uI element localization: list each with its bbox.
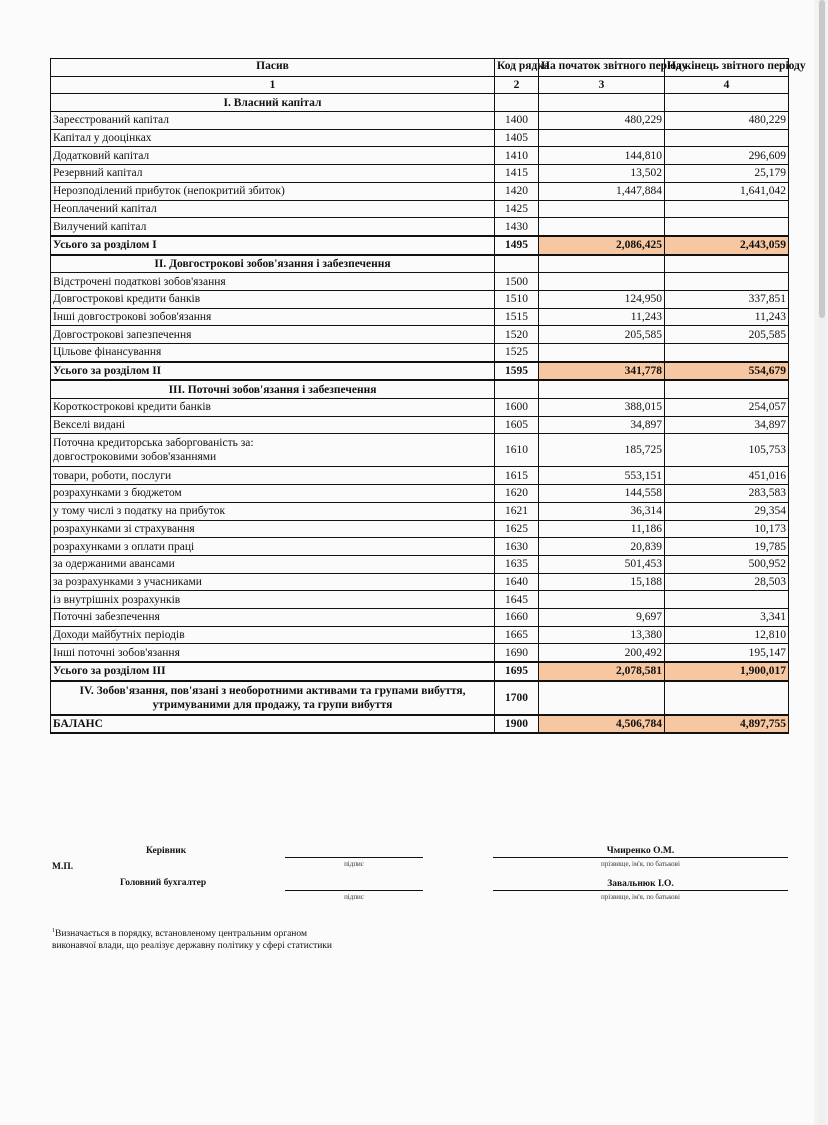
start-value-cell: 1,447,884 bbox=[539, 182, 665, 200]
row-label: Капітал у дооцінках bbox=[51, 129, 495, 147]
start-value-cell bbox=[539, 200, 665, 218]
table-row bbox=[51, 165, 789, 183]
accountant-sign-caption: підпис bbox=[344, 893, 364, 901]
start-value-cell bbox=[539, 380, 665, 398]
table-row bbox=[51, 502, 789, 520]
start-value-cell: 36,314 bbox=[539, 502, 665, 520]
start-value-cell: 15,188 bbox=[539, 573, 665, 591]
accountant-name-line bbox=[493, 890, 788, 891]
accountant-name-caption: прізвище, ім'я, по батькові bbox=[601, 893, 680, 901]
row-label bbox=[51, 434, 495, 467]
header-row bbox=[51, 59, 789, 77]
start-value-cell: 553,151 bbox=[539, 467, 665, 485]
end-value-cell: 1,900,017 bbox=[665, 662, 789, 681]
row-label: Векселі видані bbox=[51, 416, 495, 434]
code-cell: 1520 bbox=[495, 326, 539, 344]
code-cell: 1640 bbox=[495, 573, 539, 591]
row-label: розрахунками з оплати праці bbox=[51, 538, 495, 556]
section-header-row bbox=[51, 255, 789, 273]
section-title: І. Власний капітал bbox=[51, 94, 495, 112]
row-label: Резервний капітал bbox=[51, 165, 495, 183]
end-value-cell: 500,952 bbox=[665, 555, 789, 573]
end-value-cell bbox=[665, 273, 789, 291]
code-cell: 1665 bbox=[495, 626, 539, 644]
end-value-cell: 554,679 bbox=[665, 362, 789, 381]
row-label: Цільове фінансування bbox=[51, 344, 495, 362]
start-value-cell: 11,243 bbox=[539, 308, 665, 326]
start-value-cell: 124,950 bbox=[539, 290, 665, 308]
start-value-cell bbox=[539, 255, 665, 273]
code-cell: 1430 bbox=[495, 218, 539, 236]
accountant-signature-line bbox=[285, 890, 423, 891]
end-value-cell: 11,243 bbox=[665, 308, 789, 326]
end-value-cell: 28,503 bbox=[665, 573, 789, 591]
end-value-cell: 2,443,059 bbox=[665, 236, 789, 255]
end-value-cell bbox=[665, 218, 789, 236]
code-cell: 1630 bbox=[495, 538, 539, 556]
end-value-cell bbox=[665, 344, 789, 362]
accountant-title: Головний бухгалтер bbox=[120, 878, 207, 888]
code-cell: 1610 bbox=[495, 434, 539, 467]
row-label: Інші довгострокові зобов'язання bbox=[51, 308, 495, 326]
section-iv-row bbox=[51, 681, 789, 715]
code-cell: 1660 bbox=[495, 608, 539, 626]
index-cell: 3 bbox=[539, 76, 665, 94]
end-value-cell: 29,354 bbox=[665, 502, 789, 520]
code-cell: 1495 bbox=[495, 236, 539, 255]
start-value-cell: 341,778 bbox=[539, 362, 665, 381]
code-cell: 1405 bbox=[495, 129, 539, 147]
start-value-cell: 480,229 bbox=[539, 112, 665, 130]
director-name-line bbox=[493, 857, 788, 858]
section-total-row bbox=[51, 662, 789, 681]
section-header-row bbox=[51, 94, 789, 112]
end-value-cell bbox=[665, 255, 789, 273]
start-value-cell: 2,086,425 bbox=[539, 236, 665, 255]
table-row bbox=[51, 485, 789, 503]
start-value-cell bbox=[539, 344, 665, 362]
footnote-mark: 1 bbox=[52, 928, 55, 934]
director-name: Чмиренко О.М. bbox=[606, 846, 675, 856]
end-value-cell bbox=[665, 591, 789, 609]
end-value-cell: 296,609 bbox=[665, 147, 789, 165]
table-row bbox=[51, 182, 789, 200]
table-row bbox=[51, 434, 789, 467]
scrollbar-thumb[interactable] bbox=[819, 0, 825, 318]
index-cell: 4 bbox=[665, 76, 789, 94]
table-row bbox=[51, 129, 789, 147]
end-value-cell: 195,147 bbox=[665, 644, 789, 662]
code-cell: 1410 bbox=[495, 147, 539, 165]
director-signature-line bbox=[285, 857, 423, 858]
row-label: БАЛАНС bbox=[51, 715, 495, 734]
table-row bbox=[51, 200, 789, 218]
start-value-cell bbox=[539, 218, 665, 236]
code-cell bbox=[495, 380, 539, 398]
section-total-row bbox=[51, 236, 789, 255]
start-value-cell: 34,897 bbox=[539, 416, 665, 434]
table-row bbox=[51, 467, 789, 485]
table-row bbox=[51, 538, 789, 556]
code-cell: 1600 bbox=[495, 399, 539, 417]
end-value-cell bbox=[665, 681, 789, 715]
section-title: III. Поточні зобов'язання і забезпечення bbox=[51, 380, 495, 398]
end-value-cell: 1,641,042 bbox=[665, 182, 789, 200]
code-cell: 1425 bbox=[495, 200, 539, 218]
start-value-cell: 388,015 bbox=[539, 399, 665, 417]
end-value-cell bbox=[665, 94, 789, 112]
start-value-cell: 13,380 bbox=[539, 626, 665, 644]
start-value-cell: 13,502 bbox=[539, 165, 665, 183]
stamp-label: М.П. bbox=[52, 862, 74, 872]
row-label: Додатковий капітал bbox=[51, 147, 495, 165]
code-cell: 1515 bbox=[495, 308, 539, 326]
row-label: Інші поточні зобов'язання bbox=[51, 644, 495, 662]
code-cell bbox=[495, 94, 539, 112]
row-label: Короткострокові кредити банків bbox=[51, 399, 495, 417]
accountant-name: Завальнюк І.О. bbox=[607, 879, 674, 889]
code-cell: 1621 bbox=[495, 502, 539, 520]
start-value-cell: 144,558 bbox=[539, 485, 665, 503]
code-cell: 1420 bbox=[495, 182, 539, 200]
table-row bbox=[51, 626, 789, 644]
end-value-cell: 3,341 bbox=[665, 608, 789, 626]
table-row bbox=[51, 290, 789, 308]
row-label: Нерозподілений прибуток (непокритий збиток) bbox=[51, 182, 495, 200]
row-label: Зареєстрований капітал bbox=[51, 112, 495, 130]
start-value-cell: 11,186 bbox=[539, 520, 665, 538]
table-row bbox=[51, 644, 789, 662]
end-value-cell: 4,897,755 bbox=[665, 715, 789, 734]
index-cell: 2 bbox=[495, 76, 539, 94]
section-total-row bbox=[51, 362, 789, 381]
end-value-cell bbox=[665, 200, 789, 218]
end-value-cell: 254,057 bbox=[665, 399, 789, 417]
code-cell: 1525 bbox=[495, 344, 539, 362]
code-cell: 1605 bbox=[495, 416, 539, 434]
code-cell: 1695 bbox=[495, 662, 539, 681]
code-cell: 1900 bbox=[495, 715, 539, 734]
start-value-cell bbox=[539, 129, 665, 147]
end-value-cell: 12,810 bbox=[665, 626, 789, 644]
start-value-cell: 185,725 bbox=[539, 434, 665, 467]
table-row bbox=[51, 520, 789, 538]
table-row bbox=[51, 112, 789, 130]
row-label: Неоплачений капітал bbox=[51, 200, 495, 218]
row-label: Вилучений капітал bbox=[51, 218, 495, 236]
row-label-line-1: Поточна кредиторська заборгованість за: bbox=[53, 437, 254, 450]
start-value-cell: 144,810 bbox=[539, 147, 665, 165]
index-cell: 1 bbox=[51, 76, 495, 94]
code-cell: 1690 bbox=[495, 644, 539, 662]
start-value-cell bbox=[539, 591, 665, 609]
code-cell: 1700 bbox=[495, 681, 539, 715]
table-row bbox=[51, 399, 789, 417]
start-value-cell: 4,506,784 bbox=[539, 715, 665, 734]
footnote-line-1: Визначається в порядку, встановленому центральним органом bbox=[55, 929, 307, 940]
row-label: розрахунками з бюджетом bbox=[51, 485, 495, 503]
code-cell: 1510 bbox=[495, 290, 539, 308]
footnote-line-2: виконавчої влади, що реалізує державну політику у сфері статистики bbox=[52, 941, 333, 952]
end-value-cell bbox=[665, 380, 789, 398]
start-value-cell: 2,078,581 bbox=[539, 662, 665, 681]
start-value-cell: 205,585 bbox=[539, 326, 665, 344]
end-value-cell bbox=[665, 129, 789, 147]
director-title: Керівник bbox=[146, 846, 187, 856]
end-value-cell: 283,583 bbox=[665, 485, 789, 503]
row-label: Відстрочені податкові зобов'язання bbox=[51, 273, 495, 291]
end-value-cell: 337,851 bbox=[665, 290, 789, 308]
table-row bbox=[51, 344, 789, 362]
end-value-cell: 34,897 bbox=[665, 416, 789, 434]
end-value-cell: 25,179 bbox=[665, 165, 789, 183]
end-value-cell: 19,785 bbox=[665, 538, 789, 556]
director-sign-caption: підпис bbox=[344, 860, 364, 868]
row-label: за одержаними авансами bbox=[51, 555, 495, 573]
code-cell: 1415 bbox=[495, 165, 539, 183]
start-value-cell bbox=[539, 94, 665, 112]
table-row bbox=[51, 273, 789, 291]
table-body bbox=[51, 94, 789, 734]
table-row bbox=[51, 555, 789, 573]
code-cell bbox=[495, 255, 539, 273]
row-label: Доходи майбутніх періодів bbox=[51, 626, 495, 644]
row-label: Усього за розділом III bbox=[51, 662, 495, 681]
table-row bbox=[51, 147, 789, 165]
start-value-cell: 501,453 bbox=[539, 555, 665, 573]
start-value-cell bbox=[539, 681, 665, 715]
section-header-row bbox=[51, 380, 789, 398]
row-label: Усього за розділом I bbox=[51, 236, 495, 255]
code-cell: 1620 bbox=[495, 485, 539, 503]
start-value-cell: 200,492 bbox=[539, 644, 665, 662]
row-label: Усього за розділом II bbox=[51, 362, 495, 381]
balance-total-row bbox=[51, 715, 789, 734]
row-label: у тому числі з податку на прибуток bbox=[51, 502, 495, 520]
start-value-cell bbox=[539, 273, 665, 291]
start-value-cell: 20,839 bbox=[539, 538, 665, 556]
table-row bbox=[51, 308, 789, 326]
row-label: за розрахунками з учасниками bbox=[51, 573, 495, 591]
table-row bbox=[51, 608, 789, 626]
section-title: IV. Зобов'язання, пов'язані з необоротними активами та групами вибуття, утримуваними для продажу, та групи вибуття bbox=[51, 681, 495, 715]
code-cell: 1400 bbox=[495, 112, 539, 130]
section-title: II. Довгострокові зобов'язання і забезпечення bbox=[51, 255, 495, 273]
code-cell: 1625 bbox=[495, 520, 539, 538]
code-cell: 1595 bbox=[495, 362, 539, 381]
code-cell: 1635 bbox=[495, 555, 539, 573]
row-label-line-2: довгостроковими зобов'язаннями bbox=[53, 451, 217, 464]
table-row bbox=[51, 326, 789, 344]
col-header-end: На кінець звітного періоду bbox=[665, 59, 789, 77]
row-label: товари, роботи, послуги bbox=[51, 467, 495, 485]
code-cell: 1500 bbox=[495, 273, 539, 291]
row-label: Поточні забезпечення bbox=[51, 608, 495, 626]
row-label: Довгострокові запезпечення bbox=[51, 326, 495, 344]
table-row bbox=[51, 573, 789, 591]
row-label: Довгострокові кредити банків bbox=[51, 290, 495, 308]
end-value-cell: 10,173 bbox=[665, 520, 789, 538]
col-header-start: На початок звітного періоду bbox=[539, 59, 665, 77]
end-value-cell: 480,229 bbox=[665, 112, 789, 130]
end-value-cell: 105,753 bbox=[665, 434, 789, 467]
balance-sheet-table bbox=[50, 58, 806, 734]
col-header-code: Код рядка bbox=[495, 59, 539, 77]
footnote bbox=[52, 925, 332, 952]
table-row bbox=[51, 218, 789, 236]
col-header-liabilities: Пасив bbox=[51, 59, 495, 77]
code-cell: 1645 bbox=[495, 591, 539, 609]
table-row bbox=[51, 591, 789, 609]
code-cell: 1615 bbox=[495, 467, 539, 485]
end-value-cell: 451,016 bbox=[665, 467, 789, 485]
row-label: із внутрішніх розрахунків bbox=[51, 591, 495, 609]
index-row bbox=[51, 76, 789, 94]
end-value-cell: 205,585 bbox=[665, 326, 789, 344]
start-value-cell: 9,697 bbox=[539, 608, 665, 626]
director-name-caption: прізвище, ім'я, по батькові bbox=[601, 860, 680, 868]
table-row bbox=[51, 416, 789, 434]
row-label: розрахунками зі страхування bbox=[51, 520, 495, 538]
